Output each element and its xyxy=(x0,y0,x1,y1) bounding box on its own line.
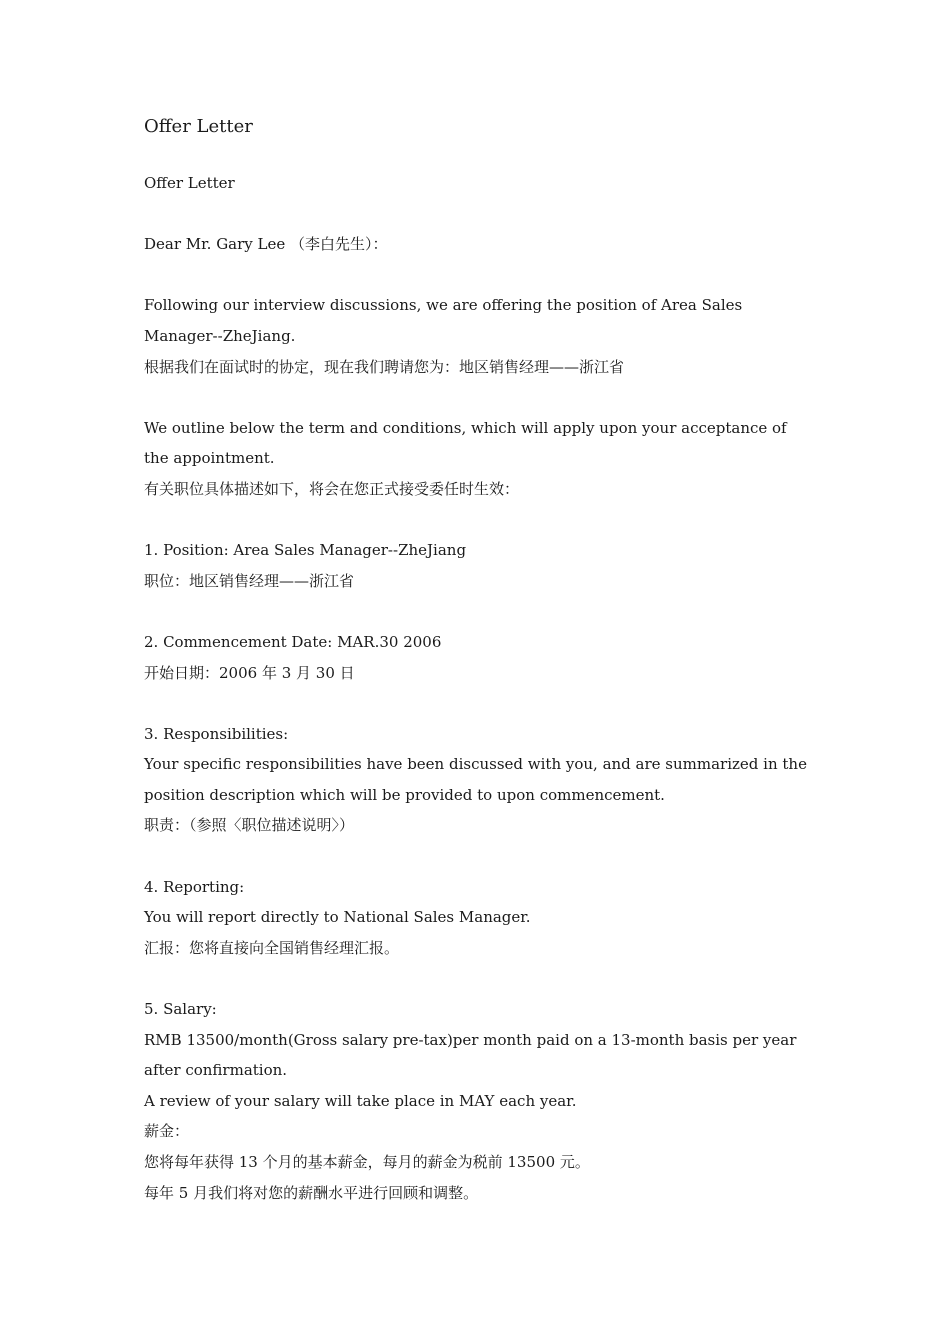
salary-chinese-1: 您将每年获得 13 个月的基本薪金，每月的薪金为税前 13500 元。 xyxy=(144,1153,590,1171)
reporting-heading: 4. Reporting: xyxy=(144,877,245,896)
intro-english: Following our interview discussions, we are offering the position of Area Sales Manager--ZheJiang. xyxy=(144,296,743,345)
document-title: Offer Letter xyxy=(144,116,253,137)
responsibilities-chinese: 职责：（参照〈职位描述说明〉） xyxy=(144,816,355,835)
salary-chinese-2: 每年 5 月我们将对您的薪酬水平进行回顾和调整。 xyxy=(144,1183,479,1202)
responsibilities-heading: 3. Responsibilities: xyxy=(144,724,289,743)
spacer xyxy=(144,841,814,872)
salutation: Dear Mr. Gary Lee （李白先生）： xyxy=(144,235,388,254)
offer-letter-page xyxy=(144,112,814,1208)
salary-heading: 5. Salary: xyxy=(144,1000,217,1019)
commencement-chinese: 开始日期：2006 年 3 月 30 日 xyxy=(144,663,355,682)
document-subtitle: Offer Letter xyxy=(144,174,235,192)
salary-chinese-label: 薪金： xyxy=(144,1122,190,1141)
spacer xyxy=(144,963,814,994)
salary-english-2: A review of your salary will take place in MAY each year. xyxy=(144,1091,577,1110)
responsibilities-english: Your specific responsibilities have been discussed with you, and are summarized in the position description which will be provided to upon commencement. xyxy=(144,755,807,804)
spacer xyxy=(144,505,814,536)
reporting-chinese: 汇报：您将直接向全国销售经理汇报。 xyxy=(144,938,400,957)
spacer xyxy=(144,596,814,627)
spacer xyxy=(144,199,814,230)
outline-english: We outline below the term and conditions, which will apply upon your acceptance of the appointment. xyxy=(144,418,787,468)
outline-chinese: 有关职位具体描述如下，将会在您正式接受委任时生效： xyxy=(144,479,520,498)
spacer xyxy=(144,382,814,413)
intro-chinese: 根据我们在面试时的协定，现在我们聘请您为：地区销售经理——浙江省 xyxy=(144,357,625,376)
spacer xyxy=(144,688,814,719)
reporting-english: You will report directly to National Sales Manager. xyxy=(144,908,531,927)
salary-english-1: RMB 13500/month(Gross salary pre-tax)per month paid on a 13-month basis per year after confirmation. xyxy=(144,1030,797,1080)
position-heading: 1. Position: Area Sales Manager--ZheJiang xyxy=(144,541,467,560)
commencement-heading: 2. Commencement Date: MAR.30 2006 xyxy=(144,632,442,651)
spacer xyxy=(144,260,814,291)
position-chinese: 职位：地区销售经理——浙江省 xyxy=(144,571,355,590)
